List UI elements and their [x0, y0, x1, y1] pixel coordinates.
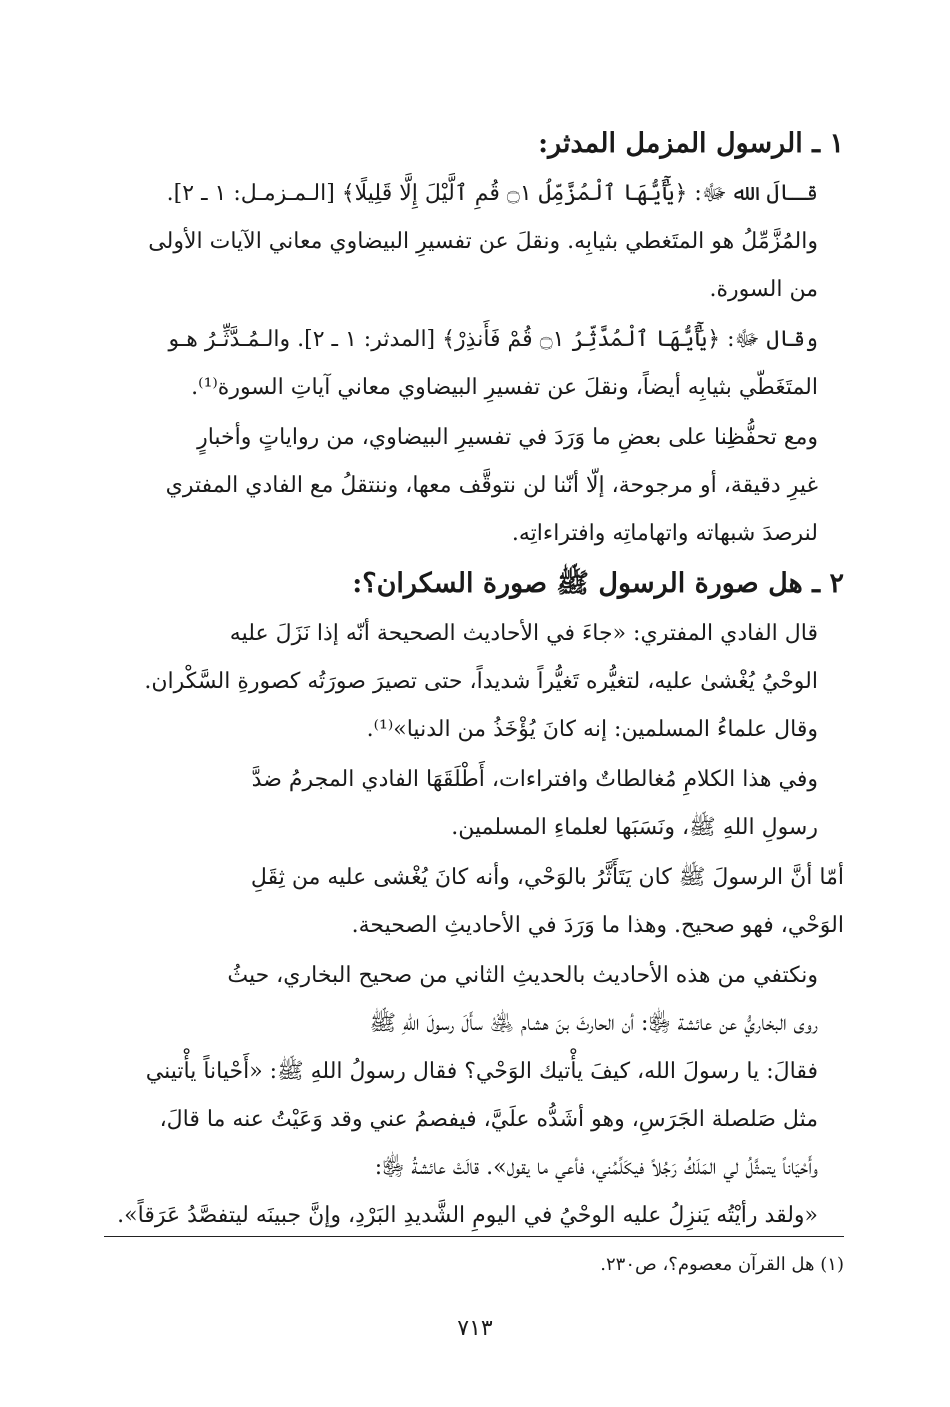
section-2-paragraph-3: [104, 854, 844, 950]
section-1-heading: ١ ـ الرسول المزمل المدثر:: [538, 128, 844, 159]
section-1-paragraph-1: [104, 170, 844, 314]
text-line: مثل صَلصلة الجَرَسِ، وهو أشَدُّه علَيَّ، فيفصمُ عني وقد وَعَيْتُ عنه ما قالَ،: [159, 1107, 818, 1132]
text-line: روى البخاريُّ عن عائشة ﵂: أن الحارثَ بنَ هشام ﵁ سأَلَ رسولَ اللهِ ﷺ: [369, 1011, 818, 1036]
section-2-heading: ٢ ـ هل صورة الرسول ﷺ صورة السكران؟:: [352, 568, 844, 599]
text-line: غيرِ دقيقة، أو مرجوحة، إلّا أنّنا لن نتوقَّف معها، وننتقلُ مع الفادي المفتري: [165, 473, 818, 498]
section-1-paragraph-3: [104, 414, 844, 558]
section-2-paragraph-4: [104, 952, 844, 1240]
text-line: رسولِ اللهِ ﷺ، ونَسَبَها لعلماءِ المسلمين.: [451, 815, 818, 840]
text-line: وقال ﷻ: ﴿يَٰٓأَيُّهَا ٱلْمُدَّثِّرُ ۝١ قُمْ فَأَنذِرْ﴾ [المدثر: ١ ـ ٢]. والـمُـدَّثِّـرُ هـو: [168, 327, 818, 352]
section-2-paragraph-2: [104, 756, 844, 852]
text-line: وأَحْيَاناً يتمثَّلُ لي المَلَكُ رَجُلاً فيكَلِّمُني، فأعي ما يقول». قالَتْ عائشةُ ﵂:: [374, 1155, 818, 1180]
text-line: «ولقد رأيْتُه يَنزِلُ عليه الوحْيُ في اليومِ الشَّديدِ البَرْدِ، وإنَّ جبينَه ليتفصَّدُ عَرَقاً».: [117, 1203, 818, 1228]
text-line: والمُزَّمِّلُ هو المتَغطي بثيابِه. ونقلَ عن تفسيرِ البيضاوي معاني الآيات الأولى: [148, 229, 818, 254]
footnote-divider: [104, 1236, 844, 1237]
text-line: من السورة.: [709, 277, 818, 302]
section-2-paragraph-1: [104, 610, 844, 754]
text-line: أمّا أنَّ الرسولَ ﷺ كان يَتَأَثَّرُ بالوَحْي، وأنه كانَ يُغْشى عليه من ثِقَلِ: [250, 865, 844, 890]
text-line: وفي هذا الكلامِ مُغالطاتٌ وافتراءات، أَطْلَقَهَا الفادي المجرمُ ضدَّ: [251, 767, 818, 792]
text-line: قال الفادي المفتري: «جاءَ في الأحاديث الصحيحة أنّه إذا نَزَلَ عليه: [229, 621, 818, 646]
section-1-paragraph-2: [104, 316, 844, 412]
text-line: قـالَ الله ﷻ: ﴿يَٰٓأَيُّهَا ٱلْمُزَّمِّلُ ۝١ قُمِ ٱلَّيْلَ إِلَّا قَلِيلًا﴾ [الـمـزمـل: ١ ـ ٢].: [166, 181, 818, 206]
text-line: ومع تحفُّظِنا على بعضِ ما وَرَدَ في تفسيرِ البيضاوي، من رواياتٍ وأخبارٍ: [197, 425, 818, 450]
page-body: [104, 118, 844, 1240]
text-line: ونكتفي من هذه الأحاديث بالحديثِ الثاني من صحيح البخاري، حيثُ: [227, 963, 818, 988]
text-line: لنرصدَ شبهاته واتهاماتِه وافتراءاتِه.: [511, 521, 818, 546]
text-line: فقالَ: يا رسولَ الله، كيفَ يأْتيك الوَحْي؟ فقال رسولُ اللهِ ﷺ: «أَحْياناً يأْتيني: [145, 1059, 818, 1084]
text-line: الوَحْي، فهو صحيح. وهذا ما وَرَدَ في الأحاديثِ الصحيحة.: [351, 913, 844, 938]
page-number: ٧١٣: [457, 1316, 493, 1341]
footnote: (١) هل القرآن معصوم؟، ص٢٣٠.: [600, 1254, 844, 1275]
text-line: المتَغَطّي بثيابِه أيضاً، ونقلَ عن تفسيرِ البيضاوي معاني آياتِ السورة⁽¹⁾.: [191, 375, 818, 400]
text-line: الوحْيُ يُغْشىٰ عليه، لتغيُّره تَغيُّراً شديداً، حتى تصيرَ صورَتُه كصورةِ السَّكْران.: [144, 669, 818, 694]
text-line: وقال علماءُ المسلمين: إنه كانَ يُؤْخَذُ من الدنيا»⁽¹⁾.: [366, 717, 818, 742]
